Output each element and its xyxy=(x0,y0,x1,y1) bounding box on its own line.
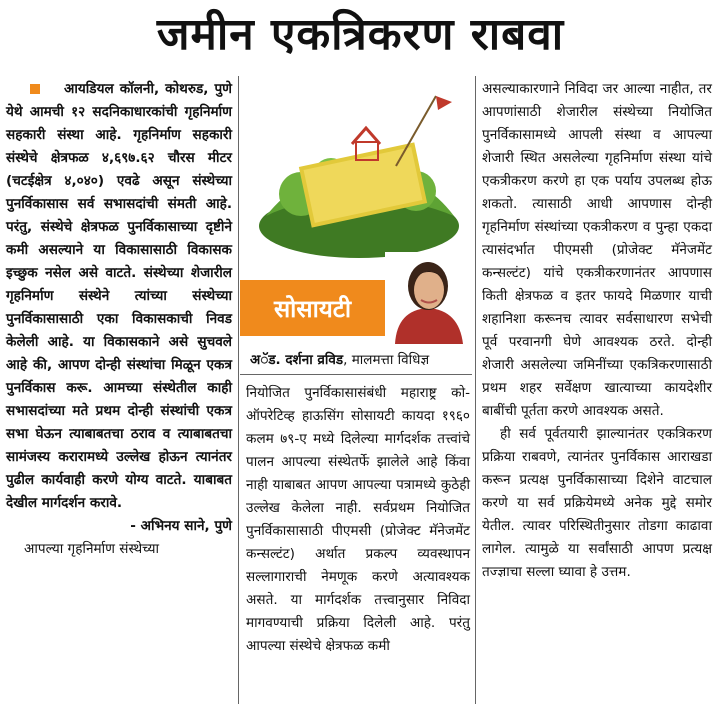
answer-paragraph-right-2: ही सर्व पूर्वतयारी झाल्यानंतर एकत्रिकरण प्रक्रिया राबवणे, त्यानंतर पुनर्विकास आराखडा करून प्रत्यक्ष पुनर्विकासाच्या दिशेने वाटचाल करणे या सर्व प्रक्रियेमध्ये अनेक मुद्दे समोर येतील. त्यावर परिस्थितीनुसार तोडगा काढावा लागेल. त्यामुळे या सर्वांसाठी आपण प्रत्यक्ष तज्ज्ञाचा सल्ला घ्यावा हे उत्तम. xyxy=(482,426,712,580)
author-portrait xyxy=(385,252,472,344)
column-middle xyxy=(246,382,470,658)
column-badge: सोसायटी xyxy=(240,280,385,336)
column-left xyxy=(6,78,232,561)
question-signature: - अभिनय साने, पुणे xyxy=(130,518,232,534)
column-illustration-block xyxy=(240,72,472,344)
column-right xyxy=(482,78,712,584)
land-parcel-illustration xyxy=(246,76,472,276)
question-paragraph xyxy=(6,78,232,515)
answer-start: आपल्या गृहनिर्माण संस्थेच्या xyxy=(24,541,159,557)
orange-square-icon xyxy=(30,84,40,94)
author-byline xyxy=(250,348,470,372)
author-name: अॅड. दर्शना व्रविड xyxy=(250,352,344,368)
answer-paragraph-middle: नियोजित पुनर्विकासासंबंधी महाराष्ट्र को-ऑपरेटिव्ह हाऊसिंग सोसायटी कायदा १९६० कलम ७९-ए मध्ये दिलेल्या मार्गदर्शक तत्त्वांचे पालन आपल्या संस्थेतर्फे झालेले आहे किंवा नाही याबाबत आपण आपल्या पत्रामध्ये कुठेही उल्लेख केलेला नाही. सर्वप्रथम नियोजित पुनर्विकासासाठी पीएमसी (प्रोजेक्ट मॅनेजमेंट कन्सल्टंट) अर्थात प्रकल्प व्यवस्थापन सल्लागाराची नेमणूक करणे अत्यावश्यक असते. या मार्गदर्शक तत्त्वानुसार निविदा मागवण्याची प्रक्रिया दिलेली आहे. परंतु आपल्या संस्थेचे क्षेत्रफळ कमी xyxy=(246,385,470,654)
column-divider-right xyxy=(475,76,476,704)
headline: जमीन एकत्रिकरण राबवा xyxy=(156,9,565,60)
answer-paragraph-right-1: असल्याकारणाने निविदा जर आल्या नाहीत, तर आपणांसाठी शेजारील संस्थेच्या नियोजित पुनर्विकासामध्ये आपली संस्था व आपल्या शेजारी स्थित असलेल्या गृहनिर्माण संस्था यांचे एकत्रीकरण करणे हा एक पर्याय उपलब्ध होऊ शकतो. त्यासाठी आधी आपणास दोन्ही गृहनिर्माण संस्थांच्या एकत्रीकरण व पुन्हा एकदा त्यासंदर्भात पीएमसी (प्रोजेक्ट मॅनेजमेंट कन्सल्टंट) यांचे एकत्रीकरणानंतर आपणास किती क्षेत्रफळ व इतर फायदे मिळणार याची शहानिशा करूनच त्यावर सर्वसाधारण सभेची पूर्व परवानगी घेणे आवश्यक ठरते. दोन्ही शेजारी असलेल्या जमिनींच्या एकत्रिकरणासाठी प्रथम शहर सर्वेक्षण खात्याच्या कायदेशीर बाबींची पूर्तता करणे आवश्यक असते. xyxy=(482,81,712,419)
question-text: आयडियल कॉलनी, कोथरुड, पुणे येथे आमची १२ सदनिकाधारकांची गृहनिर्माण सहकारी संस्था आहे. गृहनिर्माण सहकारी संस्थेचे क्षेत्रफळ ४,६९७.६२ चौरस मीटर (चटईक्षेत्र ४,०४०) एवढे असून संस्थेच्या पुनर्विकासास सर्व सभासदांची संमती आहे. परंतु, संस्थेचे क्षेत्रफळ पुनर्विकासाच्या दृष्टीने कमी असल्याने या विकासासाठी विकासक इच्छुक नसेल असे वाटते. संस्थेच्या शेजारील गृहनिर्माण संस्थेने त्यांच्या संस्थेच्या पुनर्विकासासाठी एका विकासकाची निवड केलेली आहे. या विकासकाने असे सुचवले आहे की, आपण दोन्ही संस्थांचा मिळून एकत्र पुनर्विकास करू. आमच्या संस्थेतील काही सभासदांच्या मते प्रथम दोन्ही संस्थांची एकत्र सभा घेऊन त्याबाबतचा ठराव व त्याबाबतचा सामंजस्य करारामध्ये उल्लेख होऊन त्यानंतर पुढील कार्यवाही करणे योग्य वाटते. याबाबत देखील मार्गदर्शन करावे. xyxy=(6,81,232,511)
column-divider-left xyxy=(238,76,239,704)
byline-rule xyxy=(240,374,472,375)
author-role: , मालमत्ता विधिज्ञ xyxy=(343,352,430,368)
